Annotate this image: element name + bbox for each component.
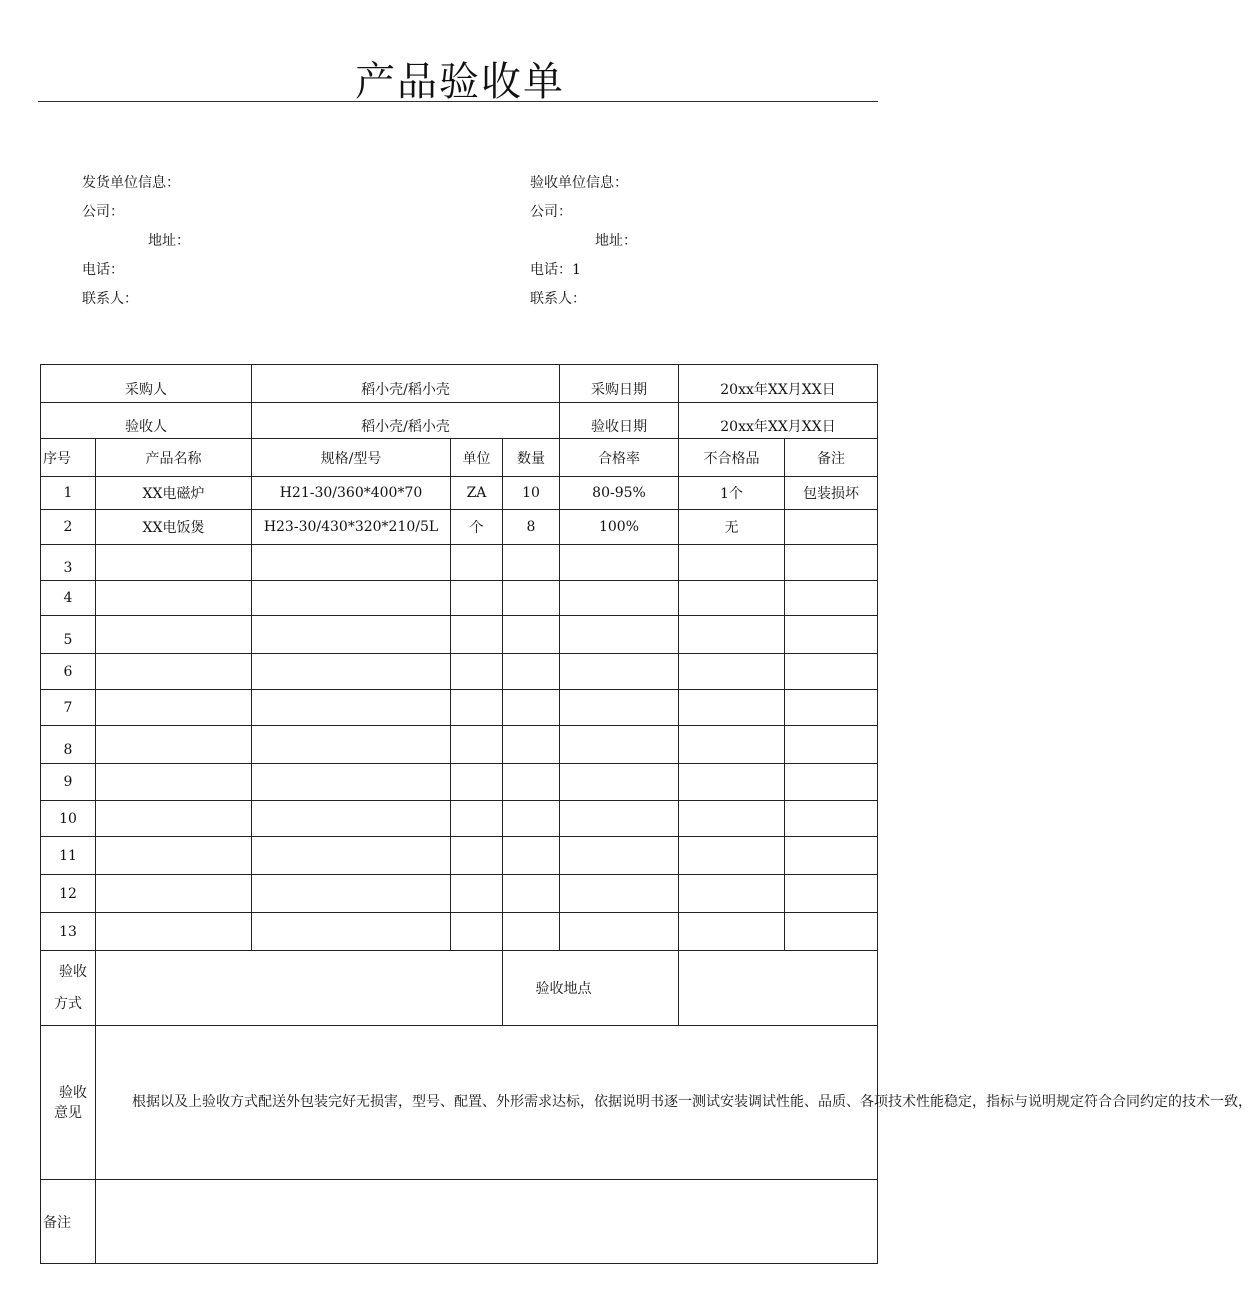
row-index: 13 [41,913,96,951]
receiver-address: 地址： [595,233,637,249]
unit[interactable] [451,654,503,690]
table-row [41,690,878,726]
quantity[interactable] [503,726,560,764]
location-label: 验收地点 [503,951,679,1026]
column-header: 不合格品 [679,439,785,477]
column-header: 规格/型号 [252,439,451,477]
unit[interactable]: 个 [451,510,503,545]
table-row [41,726,878,764]
pass-rate[interactable]: 80-95% [560,477,679,510]
spec-model[interactable] [252,616,451,654]
pass-rate[interactable] [560,875,679,913]
receiver-heading: 验收单位信息： [530,175,628,191]
pass-rate[interactable] [560,545,679,581]
row-index: 12 [41,875,96,913]
column-header: 产品名称 [96,439,252,477]
column-header: 单位 [451,439,503,477]
receiver-phone: 电话：1 [530,262,581,278]
unit[interactable] [451,726,503,764]
row-remark[interactable] [785,764,878,801]
spec-model[interactable] [252,654,451,690]
defective-items[interactable] [679,690,785,726]
table-row [41,545,878,581]
spec-model[interactable] [252,875,451,913]
unit[interactable] [451,764,503,801]
product-name[interactable] [96,913,252,951]
row-index: 10 [41,801,96,837]
unit[interactable] [451,545,503,581]
table-row [41,837,878,875]
quantity[interactable] [503,690,560,726]
pass-rate[interactable] [560,726,679,764]
shipper-company: 公司： [82,204,124,220]
row-remark[interactable] [785,801,878,837]
row-remark[interactable] [785,616,878,654]
opinion-row [41,1026,878,1180]
pass-rate[interactable] [560,654,679,690]
quantity[interactable] [503,913,560,951]
purchase-date-label: 采购日期 [560,365,679,403]
row-remark[interactable] [785,581,878,616]
pass-rate[interactable] [560,616,679,654]
defective-items[interactable] [679,875,785,913]
quantity[interactable] [503,764,560,801]
row-remark[interactable] [785,510,878,545]
column-header: 序号 [41,439,96,477]
product-name[interactable] [96,764,252,801]
page-title: 产品验收单 [355,59,565,105]
row-remark[interactable] [785,837,878,875]
defective-items[interactable]: 无 [679,510,785,545]
receiver-contact: 联系人： [530,291,586,307]
defective-items[interactable] [679,837,785,875]
inspect-date-value[interactable]: 20xx年XX月XX日 [679,403,878,439]
table-row [41,764,878,801]
opinion-label: 验收 意见 [41,1026,96,1180]
row-index: 2 [41,510,96,545]
pass-rate[interactable] [560,913,679,951]
product-name[interactable] [96,581,252,616]
defective-items[interactable] [679,581,785,616]
defective-items[interactable] [679,764,785,801]
quantity[interactable]: 10 [503,477,560,510]
spec-model[interactable] [252,581,451,616]
product-name[interactable] [96,726,252,764]
quantity[interactable] [503,654,560,690]
receiver-company: 公司： [530,204,572,220]
product-name[interactable]: XX电磁炉 [96,477,252,510]
table-row [41,581,878,616]
unit[interactable] [451,581,503,616]
purchaser-row [41,365,878,403]
row-index: 9 [41,764,96,801]
pass-rate[interactable]: 100% [560,510,679,545]
table-row [41,913,878,951]
opinion-text[interactable]: 根据以及上验收方式配送外包装完好无损害，型号、配置、外形需求达标，依据说明书逐一测试安装调试性能、品质、各项技术性能稳定，指标与说明规定符合合同约定的技术一致， [96,1026,878,1180]
table-row [41,654,878,690]
product-name[interactable] [96,837,252,875]
purchaser-value[interactable]: 稻小壳/稻小壳 [252,365,560,403]
pass-rate[interactable] [560,837,679,875]
shipper-address: 地址： [148,233,190,249]
unit[interactable] [451,913,503,951]
product-name[interactable]: XX电饭煲 [96,510,252,545]
method-row [41,951,878,1026]
quantity[interactable] [503,581,560,616]
product-name[interactable] [96,616,252,654]
pass-rate[interactable] [560,581,679,616]
remark-row [41,1180,878,1264]
quantity[interactable] [503,837,560,875]
defective-items[interactable] [679,801,785,837]
row-remark[interactable] [785,690,878,726]
pass-rate[interactable] [560,801,679,837]
unit[interactable]: ZA [451,477,503,510]
row-remark[interactable] [785,913,878,951]
product-name[interactable] [96,545,252,581]
method-label: 验收 方式 [41,951,96,1026]
row-remark[interactable] [785,726,878,764]
remark-label: 备注 [41,1180,96,1264]
defective-items[interactable] [679,545,785,581]
defective-items[interactable] [679,726,785,764]
unit[interactable] [451,875,503,913]
product-name[interactable] [96,801,252,837]
spec-model[interactable] [252,837,451,875]
row-remark[interactable] [785,654,878,690]
spec-model[interactable] [252,726,451,764]
inspector-value[interactable]: 稻小壳/稻小壳 [252,403,560,439]
remark-value[interactable] [96,1180,878,1264]
row-index: 6 [41,654,96,690]
method-value[interactable] [96,951,503,1026]
quantity[interactable] [503,545,560,581]
defective-items[interactable] [679,616,785,654]
unit[interactable] [451,837,503,875]
unit[interactable] [451,690,503,726]
column-header: 合格率 [560,439,679,477]
table-row [41,477,878,510]
row-index: 4 [41,581,96,616]
row-remark[interactable]: 包装损坏 [785,477,878,510]
table-row [41,510,878,545]
spec-model[interactable] [252,913,451,951]
column-header: 备注 [785,439,878,477]
spec-model[interactable]: H21-30/360*400*70 [252,477,451,510]
row-index: 8 [41,726,96,764]
purchase-date-value[interactable]: 20xx年XX月XX日 [679,365,878,403]
inspector-label: 验收人 [41,403,252,439]
defective-items[interactable] [679,654,785,690]
pass-rate[interactable] [560,690,679,726]
defective-items[interactable] [679,913,785,951]
shipper-contact: 联系人： [82,291,138,307]
quantity[interactable]: 8 [503,510,560,545]
defective-items[interactable]: 1个 [679,477,785,510]
row-index: 11 [41,837,96,875]
product-name[interactable] [96,875,252,913]
location-value[interactable] [679,951,878,1026]
table-row [41,616,878,654]
spec-model[interactable]: H23-30/430*320*210/5L [252,510,451,545]
purchaser-label: 采购人 [41,365,252,403]
row-remark[interactable] [785,545,878,581]
shipper-phone: 电话： [82,262,124,278]
row-remark[interactable] [785,875,878,913]
spec-model[interactable] [252,801,451,837]
column-header: 数量 [503,439,560,477]
inspect-date-label: 验收日期 [560,403,679,439]
spec-model[interactable] [252,545,451,581]
inspector-row [41,403,878,439]
unit[interactable] [451,616,503,654]
row-index: 3 [41,545,96,581]
unit[interactable] [451,801,503,837]
shipper-heading: 发货单位信息： [82,175,180,191]
spec-model[interactable] [252,690,451,726]
row-index: 1 [41,477,96,510]
quantity[interactable] [503,616,560,654]
table-row [41,801,878,837]
column-header-row [41,439,878,477]
product-name[interactable] [96,690,252,726]
acceptance-table [40,364,1252,1264]
product-name[interactable] [96,654,252,690]
row-index: 5 [41,616,96,654]
table-row [41,875,878,913]
row-index: 7 [41,690,96,726]
title-divider [38,101,878,102]
quantity[interactable] [503,801,560,837]
spec-model[interactable] [252,764,451,801]
quantity[interactable] [503,875,560,913]
pass-rate[interactable] [560,764,679,801]
